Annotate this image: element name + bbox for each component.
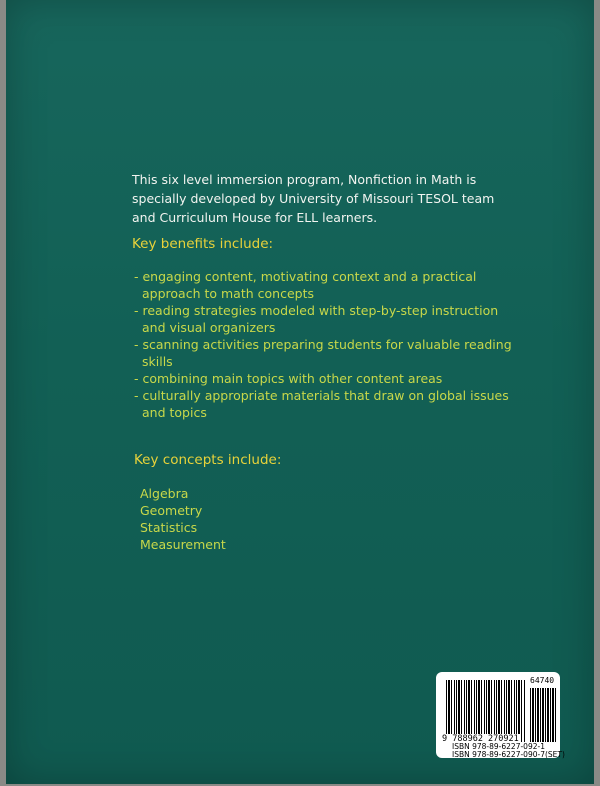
benefit-item: - culturally appropriate materials that draw on global issues and topics bbox=[132, 387, 522, 421]
concept-item: Algebra bbox=[140, 486, 189, 501]
back-cover bbox=[6, 0, 594, 784]
benefit-item: - combining main topics with other content areas bbox=[132, 370, 522, 387]
benefit-item: - engaging content, motivating context and a practical approach to math concepts bbox=[132, 268, 522, 302]
concept-item: Statistics bbox=[140, 520, 198, 535]
benefits-heading: Key benefits include: bbox=[132, 236, 274, 252]
concepts-list bbox=[140, 485, 226, 553]
benefit-item: - scanning activities preparing students for valuable reading skills bbox=[132, 336, 522, 370]
concepts-heading: Key concepts include: bbox=[134, 452, 282, 468]
benefits-list bbox=[132, 268, 522, 421]
barcode-label bbox=[436, 672, 565, 759]
isbn-line: ISBN 978-89-6227-092-1 bbox=[452, 742, 545, 751]
concept-item: Geometry bbox=[140, 503, 203, 518]
concept-item: Measurement bbox=[140, 537, 226, 552]
ean-barcode bbox=[446, 680, 526, 742]
isbn-set-line: ISBN 978-89-6227-090-7(SET) bbox=[452, 750, 565, 759]
benefit-item: - reading strategies modeled with step-by-step instruction and visual organizers bbox=[132, 302, 522, 336]
intro-paragraph: This six level immersion program, Nonfiction in Math is specially developed by University of Missouri TESOL team and Curriculum House for ELL learners. bbox=[132, 172, 495, 225]
addon-number: 64740 bbox=[530, 676, 555, 685]
ean-number: 9 788962 270921 bbox=[442, 734, 519, 744]
addon-barcode bbox=[530, 688, 556, 742]
